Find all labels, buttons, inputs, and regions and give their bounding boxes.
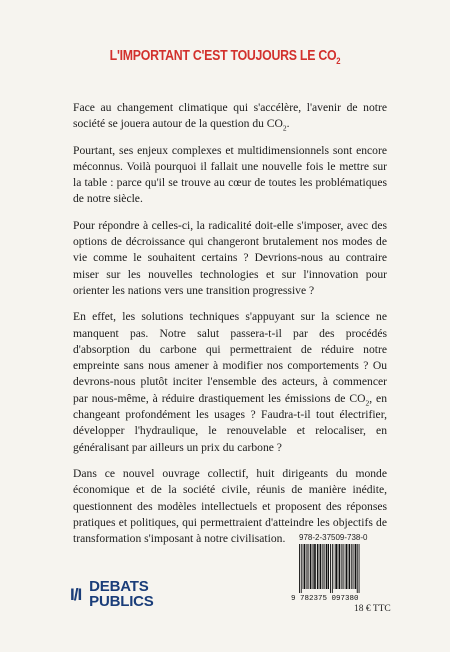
publisher-logo [70,580,154,609]
paragraph-3: Pour répondre à celles-ci, la radicalité doit-elle s'imposer, avec des options de décroissance qui changeront brutalement nos modes de vie comme le souhaitent certains ? Devrions-nous au contraire miser sur les nouvelles technologies et sur l'innovation pour orienter les nations vers une transition progressive ? [73,218,387,297]
paragraph-1: Face au changement climatique qui s'accélère, l'avenir de notre société se jouera autour de la question du $CO_2$. [73,101,387,133]
paragraph-4: En effet, les solutions techniques s'appuyant sur la science ne manquent pas. Notre salut passera-t-il par des procédés d'absorption du carbone qui permettraient de réduire notre empreinte sans nous amener à modifier nos comportements ? Ou devrons-nous plutôt inciter l'ensemble des acteurs, à commencer par nous-même, à réduire drastiquement les émissions de $CO_2$, en changeant profondément les usages ? Faudra-t-il tout électrifier, développer l'hydraulique, le renouvelable et relocaliser, en généralisant par ailleurs un prix du carbone ? [73,310,387,454]
barcode-digits: 9 782375 097380 [291,595,359,602]
paragraph-2: Pourtant, ses enjeux complexes et multidimensionnels sont encore méconnus. Voilà pourquoi il fallait une nouvelle fois le mettre sur la table : parce qu'il se trouve au cœur de toutes les problématiques de notre siècle. [73,143,387,206]
price: 18 € TTC [354,604,391,614]
barcode-graphic [291,544,391,602]
barcode [291,544,391,602]
blurb-text [73,100,387,557]
back-cover-title: L'IMPORTANT C'EST TOUJOURS LE $CO_2$ [109,48,341,66]
isbn-number: 978-2-37509-738-0 [299,533,368,542]
publisher-name [89,580,153,609]
paragraph-5: Dans ce nouvel ouvrage collectif, huit dirigeants du monde économique et de la société civile, réunis de manière inédite, questionnent des modèles intellectuels et proposent des réponses pratiques et politiques, qui permettraient d'atteindre les objectifs de transformation s'imposant à notre civilisation. [73,466,387,546]
publisher-mark-icon: I/I [70,584,82,604]
publisher-name-line2: PUBLICS [89,592,154,610]
publisher-name-line1: DEBATS [89,578,149,595]
